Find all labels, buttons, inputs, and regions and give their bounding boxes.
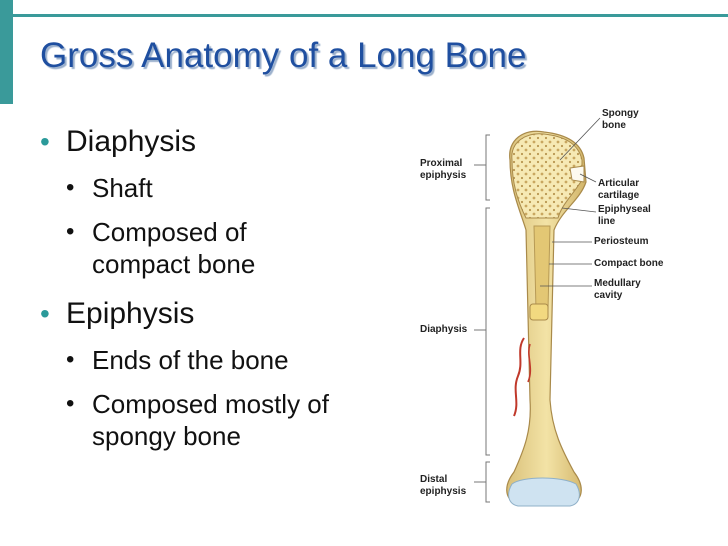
sub-bullet-text: Shaft xyxy=(92,173,153,203)
bullet-icon: • xyxy=(66,174,75,201)
label-periosteum: Periosteum xyxy=(594,236,649,247)
sub-bullet-text: Composed mostly of spongy bone xyxy=(92,389,329,451)
bullet-icon: • xyxy=(40,298,50,329)
label-proximal-epiphysis: Proximal epiphysis xyxy=(420,158,467,181)
bullet-icon: • xyxy=(40,126,50,157)
bullet-diaphysis xyxy=(40,124,385,160)
distal-cartilage xyxy=(509,478,580,506)
sub-bullet-text: Ends of the bone xyxy=(92,345,289,375)
label-articular-cartilage: Articular cartilage xyxy=(598,178,640,201)
sub-bullet-text: Composed of compact bone xyxy=(92,217,256,279)
left-accent-bar xyxy=(0,0,13,104)
label-epiphyseal-line: Epiphyseal line xyxy=(598,204,651,227)
top-accent-rule xyxy=(0,14,728,17)
label-medullary-cavity: Medullary cavity xyxy=(594,278,641,301)
label-diaphysis: Diaphysis xyxy=(420,324,468,335)
label-distal-epiphysis: Distal epiphysis xyxy=(420,474,467,497)
blood-vessel xyxy=(514,338,524,416)
sub-bullet-spongy xyxy=(66,388,385,452)
bullet-icon: • xyxy=(66,390,75,417)
label-compact-bone: Compact bone xyxy=(594,258,664,269)
bullet-text: Epiphysis xyxy=(66,297,195,330)
bullet-list xyxy=(40,124,385,452)
sub-bullet-compact xyxy=(66,216,385,280)
bullet-icon: • xyxy=(66,218,75,245)
bullet-text: Diaphysis xyxy=(66,125,197,158)
long-bone-figure xyxy=(412,100,722,540)
sub-bullet-shaft xyxy=(66,172,385,204)
label-spongy-bone: Spongy bone xyxy=(602,108,639,131)
bullet-epiphysis xyxy=(40,296,385,332)
slide-title: Gross Anatomy of a Long Bone xyxy=(40,36,527,75)
bullet-icon: • xyxy=(66,346,75,373)
medullary-cavity xyxy=(534,226,550,310)
sub-bullet-ends xyxy=(66,344,385,376)
